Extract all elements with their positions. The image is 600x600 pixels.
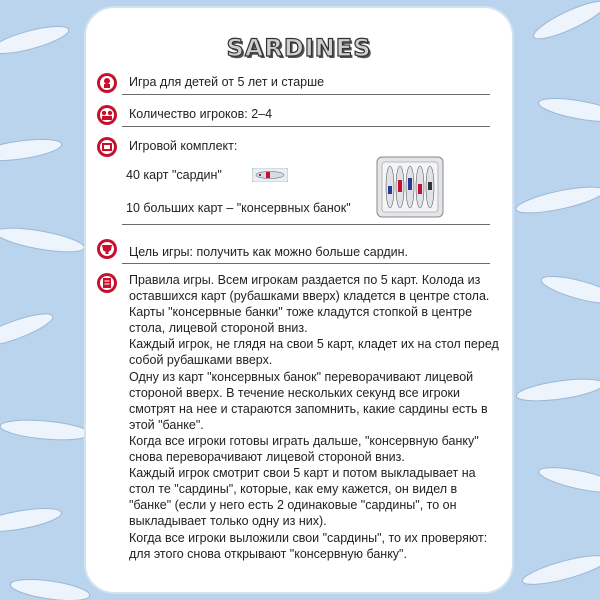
kit-label: Игровой комплект: <box>129 139 238 153</box>
rules-paragraph: Правила игры. Всем игрокам раздается по 5 карт. Колода из оставшихся карт (рубашками вверх) кладется в центре стола. Карты "консервные банки" тоже кладутся стопкой в центре стола, лицевой стороной вниз. <box>129 273 490 336</box>
rules-card <box>86 8 512 592</box>
kit-icon <box>96 136 118 158</box>
goal-icon <box>96 238 118 260</box>
rules-paragraph: Когда все игроки готовы играть дальше, "консервную банку" снова переворачивают лицевой стороной вниз. <box>129 433 479 465</box>
rules-row <box>96 272 500 572</box>
can-card-image <box>376 156 444 218</box>
age-text: Игра для детей от 5 лет и старше <box>129 75 325 89</box>
sardine-card-image <box>252 168 288 182</box>
divider <box>122 263 490 264</box>
players-text: Количество игроков: 2–4 <box>129 107 273 121</box>
rules-paragraph: Каждый игрок, не глядя на свои 5 карт, кладет их на стол перед собой рубашками вверх. <box>129 337 499 368</box>
kit-item-sardines: 40 карт "сардин" <box>126 168 222 182</box>
age-row <box>96 72 500 98</box>
rules-paragraph: Каждый игрок смотрит свои 5 карт и потом выкладывает на стол те "сардины", которые, как ему кажется, он видел в "банке" (если у него есть 2 одинаковые "сардины", то он выкладывает только одну из них). <box>129 466 476 529</box>
goal-text: Цель игры: получить как можно больше сардин. <box>129 245 409 259</box>
rules-text <box>129 272 501 562</box>
goal-row <box>96 238 500 264</box>
divider <box>122 126 490 127</box>
divider <box>122 224 490 225</box>
players-icon <box>96 104 118 126</box>
rules-icon <box>96 272 118 294</box>
rules-paragraph: Когда все игроки выложили свои "сардины", то их проверяют: для этого снова открывают "консервную банку". <box>129 530 488 561</box>
age-icon <box>96 72 118 94</box>
divider <box>122 94 490 95</box>
game-title: SARDINES <box>226 34 372 62</box>
rules-paragraph: Одну из карт "консервных банок" переворачивают лицевой стороной вверх. В течение нескольких секунд все игроки смотрят на нее и стараются запомнить, какие сардины есть в этой "банке". <box>129 369 488 432</box>
kit-item-cans: 10 больших карт – "консервных банок" <box>126 201 351 215</box>
players-row <box>96 104 500 130</box>
